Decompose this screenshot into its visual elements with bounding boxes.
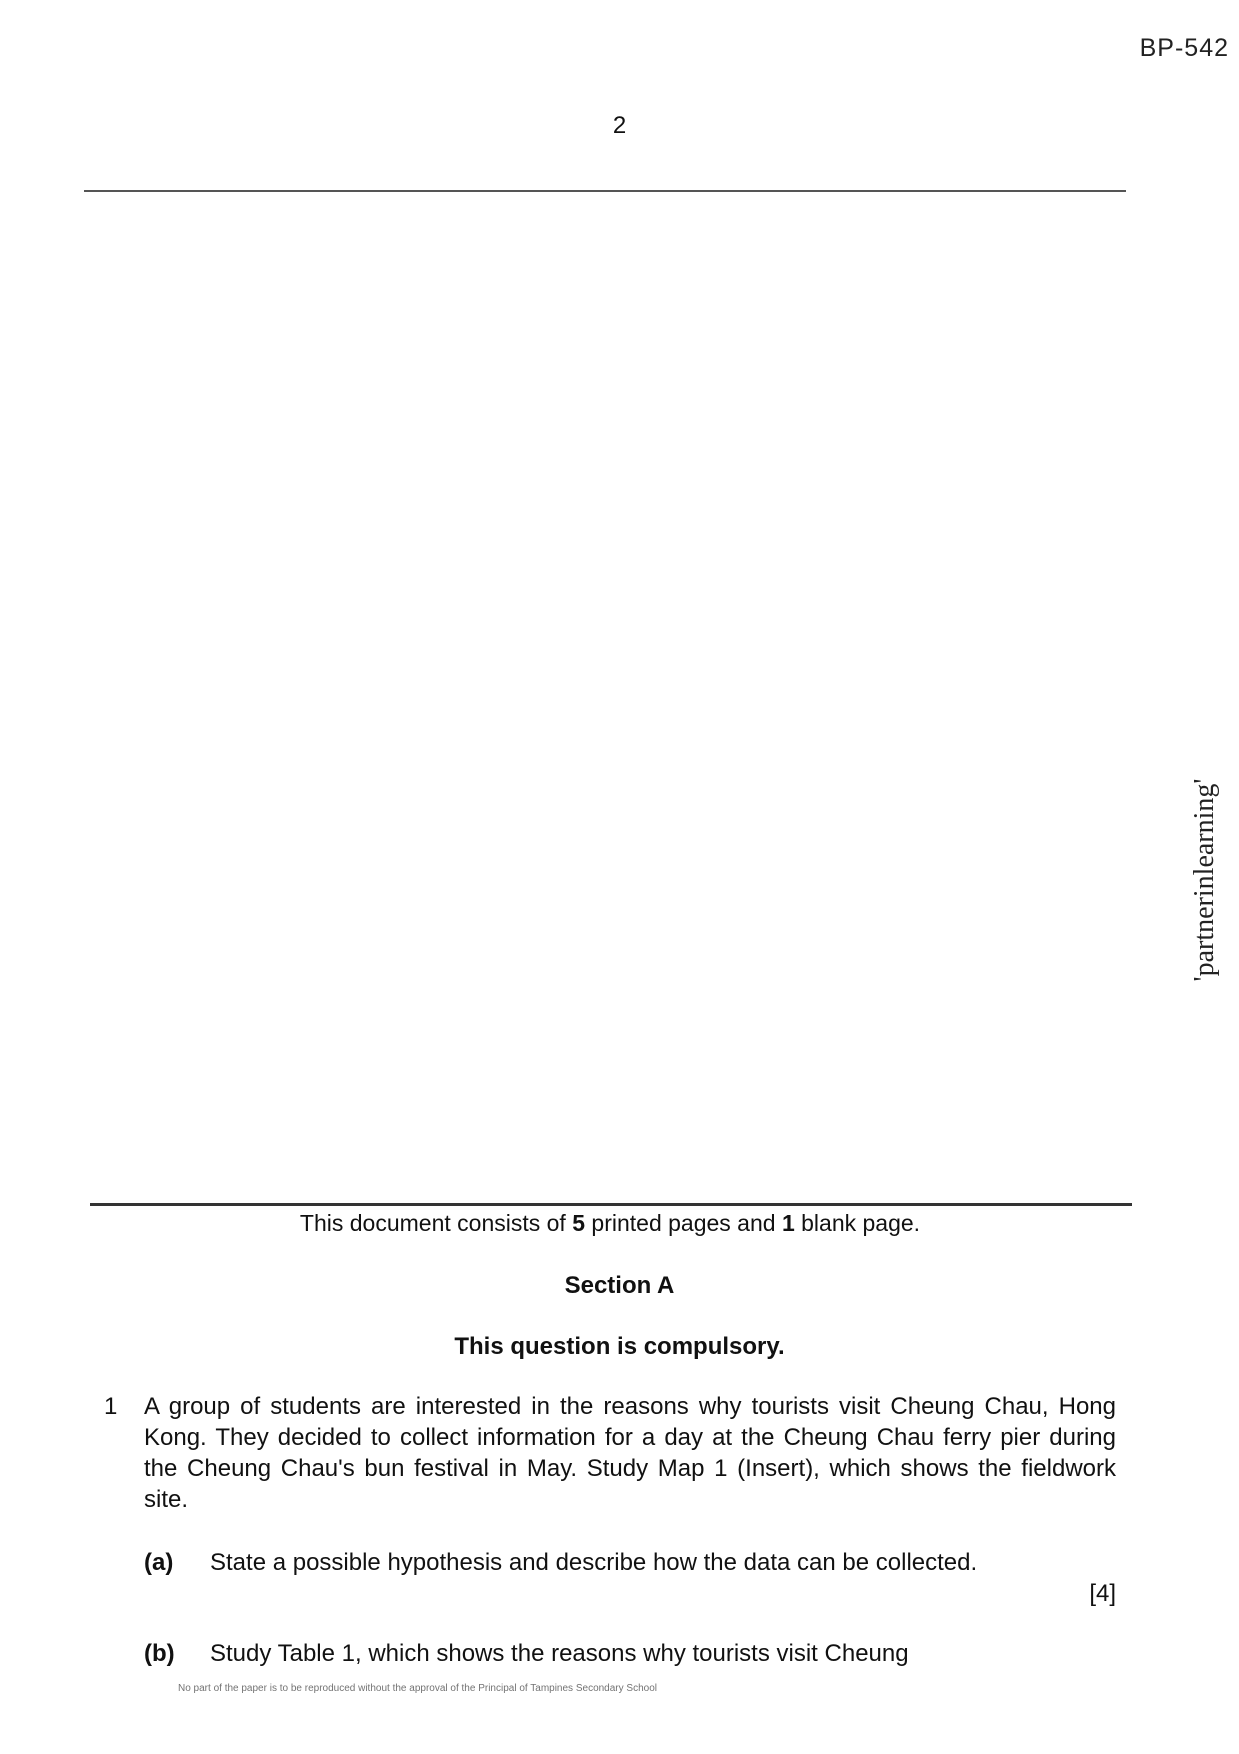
- count-pre: This document consists of: [299, 1210, 573, 1236]
- document-page-count-note: [0, 1210, 1220, 1237]
- marks-allocation: [4]: [1089, 1580, 1116, 1607]
- blank-page-count: 1: [781, 1210, 795, 1236]
- part-label: (b): [144, 1640, 175, 1667]
- question-1-text: A group of students are interested in the reasons why tourists visit Cheung Chau, Hong Kong. They decided to collect information for a day at the Cheung Chau ferry pier during the Cheung Chau's bun festival in May. Study Map 1 (Insert), which shows the fieldwork site.: [144, 1393, 1116, 1513]
- section-divider: [90, 1203, 1132, 1206]
- paper-code: BP-542: [1139, 34, 1229, 62]
- copyright-footer: No part of the paper is to be reproduced without the approval of the Principal of Tampines Secondary School: [178, 1683, 657, 1694]
- section-title: Section A: [564, 1272, 675, 1299]
- part-label: (a): [144, 1549, 174, 1576]
- question-number: 1: [104, 1393, 118, 1420]
- question-1a-text: State a possible hypothesis and describe how the data can be collected.: [210, 1549, 978, 1576]
- count-mid: printed pages and: [585, 1210, 782, 1236]
- watermark: 'partnerinlearning': [1189, 778, 1220, 982]
- compulsory-note: This question is compulsory.: [454, 1333, 785, 1360]
- printed-page-count: 5: [572, 1210, 586, 1236]
- top-divider: [84, 190, 1126, 192]
- count-post: blank page.: [794, 1210, 921, 1236]
- question-1b-text: Study Table 1, which shows the reasons why tourists visit Cheung: [210, 1640, 909, 1667]
- page-number: 2: [612, 112, 627, 139]
